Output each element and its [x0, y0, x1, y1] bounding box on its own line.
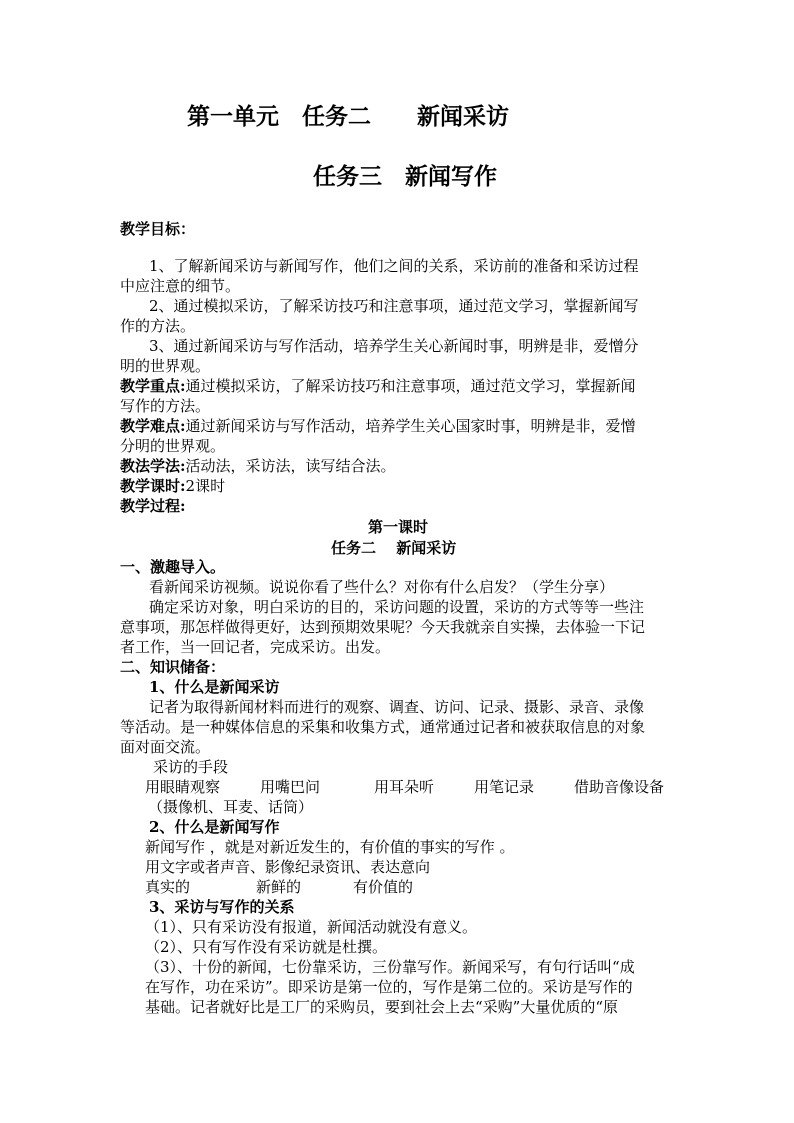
methods [120, 456, 396, 476]
difficulties [120, 416, 636, 436]
objective-1-line-2: 中应注意的细节。 [120, 277, 241, 295]
subsection-3-line-1: （1）、只有采访没有报道，新闻活动就没有意义。 [145, 918, 478, 936]
hours [120, 476, 225, 496]
objective-2-line-1: 2、通过模拟采访，了解采访技巧和注意事项，通过范文学习，掌握新闻写 [149, 297, 639, 315]
hours-label: 教学课时: [120, 477, 186, 495]
objectives-heading: 教学目标： [120, 220, 196, 238]
subsection-2-line-1: 新闻写作 ，就是对新近发生的，有价值的事实的写作 。 [145, 838, 515, 856]
lesson-title: 第一课时 [368, 518, 429, 536]
subsection-1-line-3: 面对面交流。 [120, 738, 211, 756]
page-title: 第一单元 任务二 新闻采访 [187, 103, 509, 130]
section-1-line-1: 看新闻采访视频。说说你看了些什么？对你有什么启发？（学生分享） [149, 578, 615, 596]
key-points-label: 教学重点: [120, 377, 186, 395]
means-mouth: 用嘴巴问 [260, 778, 321, 796]
key-points-text: 通过模拟采访，了解采访技巧和注意事项，通过范文学习，掌握新闻 [185, 377, 636, 395]
section-1-line-3: 意事项，那怎样做得更好，达到预期效果呢？今天我就亲自实操，去体验一下记 [120, 618, 646, 636]
section-1-heading: 一、激趣导入。 [120, 558, 226, 576]
trait-valuable: 有价值的 [353, 878, 414, 896]
subsection-2-line-2: 用文字或者声音、影像纪录资讯、表达意向 [145, 858, 431, 876]
subsection-2-title: 2、什么是新闻写作 [149, 818, 280, 836]
methods-label: 教法学法: [120, 457, 186, 475]
subsection-1-line-2: 等活动。是一种媒体信息的采集和收集方式，通常通过记者和被获取信息的对象 [120, 718, 646, 736]
means-ears: 用耳朵听 [374, 778, 435, 796]
means-note: （摄像机、耳麦、话筒） [148, 798, 314, 816]
difficulties-line-2: 分明的世界观。 [120, 437, 226, 455]
section-2-heading: 二、知识储备： [120, 658, 226, 676]
trait-true: 真实的 [145, 878, 191, 896]
means-eyes: 用眼睛观察 [145, 778, 221, 796]
subsection-3-title: 3、采访与写作的关系 [149, 898, 295, 916]
key-points [120, 376, 636, 396]
methods-text: 活动法，采访法，读写结合法。 [185, 457, 396, 475]
subsection-3-line-4: 在写作，功在采访”。即采访是第一位的，写作是第二位的。采访是写作的 [145, 978, 633, 996]
objective-1-line-1: 1、了解新闻采访与新闻写作，他们之间的关系，采访前的准备和采访过程 [149, 257, 639, 275]
subsection-1-line-1: 记者为取得新闻材料而进行的观察、调查、访问、记录、摄影、录音、录像 [149, 698, 645, 716]
section-1-line-4: 者工作，当一回记者，完成采访。出发。 [120, 638, 391, 656]
objective-3-line-2: 明的世界观。 [120, 357, 211, 375]
difficulties-text: 通过新闻采访与写作活动，培养学生关心国家时事，明辨是非，爱憎 [185, 417, 636, 435]
objective-3-line-1: 3、通过新闻采访与写作活动，培养学生关心新闻时事，明辨是非，爱憎分 [149, 337, 639, 355]
key-points-line-2: 写作的方法。 [120, 397, 211, 415]
subsection-1-title: 1、什么是新闻采访 [149, 678, 280, 696]
means-label: 采访的手段 [153, 758, 229, 776]
trait-fresh: 新鲜的 [256, 878, 302, 896]
subsection-3-line-5: 基础。记者就好比是工厂的采购员，要到社会上去“采购”大量优质的“原 [145, 998, 619, 1016]
objective-2-line-2: 作的方法。 [120, 317, 196, 335]
difficulties-label: 教学难点: [120, 417, 186, 435]
means-pen: 用笔记录 [474, 778, 535, 796]
hours-text: 2课时 [185, 477, 226, 495]
section-1-line-2: 确定采访对象，明白采访的目的，采访问题的设置，采访的方式等等一些注 [149, 598, 645, 616]
means-av: 借助音像设备 [574, 778, 665, 796]
subsection-3-line-2: （2）、只有写作没有采访就是杜撰。 [145, 938, 388, 956]
process-heading: 教学过程: [120, 497, 186, 515]
subsection-3-line-3: （3）、十份的新闻，七份靠采访，三份靠写作。新闻采写，有句行话叫“成 [145, 958, 635, 976]
page-subtitle: 任务三 新闻写作 [313, 163, 497, 190]
lesson-subtitle: 任务二 新闻采访 [331, 539, 457, 557]
